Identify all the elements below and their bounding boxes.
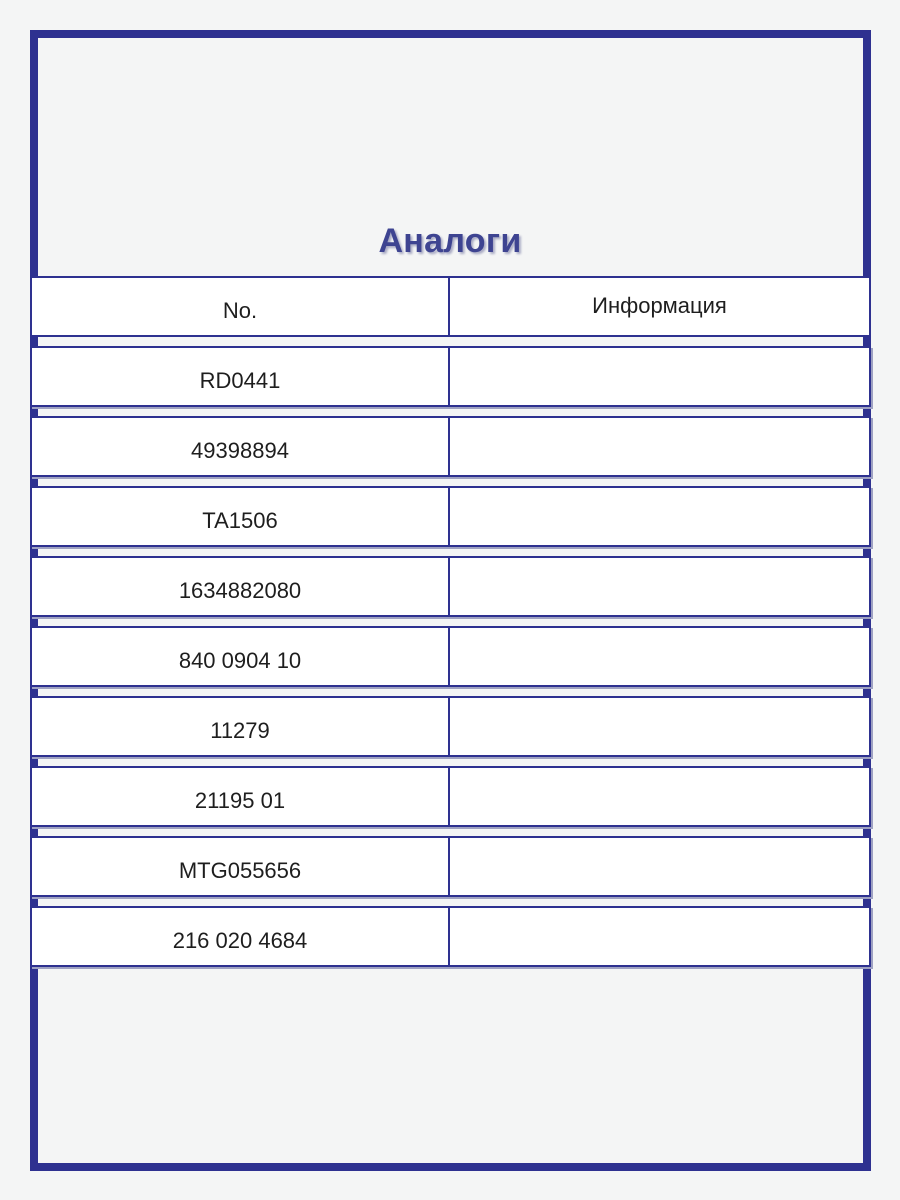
info-cell xyxy=(450,626,871,687)
table-row xyxy=(30,486,871,547)
info-cell xyxy=(450,906,871,967)
part-number-cell: RD0441 xyxy=(30,346,450,407)
table-row xyxy=(30,836,871,897)
info-cell xyxy=(450,486,871,547)
part-number-cell: 216 020 4684 xyxy=(30,906,450,967)
info-cell xyxy=(450,346,871,407)
part-number-cell: TA1506 xyxy=(30,486,450,547)
header-number: No. xyxy=(30,276,450,337)
info-cell xyxy=(450,766,871,827)
table-header-row xyxy=(30,276,871,337)
table-row xyxy=(30,556,871,617)
table-row xyxy=(30,766,871,827)
page-title: Аналоги xyxy=(378,222,522,260)
table-row xyxy=(30,696,871,757)
table-row xyxy=(30,906,871,967)
part-number-cell: 21195 01 xyxy=(30,766,450,827)
part-number-cell: 840 0904 10 xyxy=(30,626,450,687)
table-row xyxy=(30,416,871,477)
header-info: Информация xyxy=(450,276,871,337)
table-row xyxy=(30,626,871,687)
part-number-cell: 1634882080 xyxy=(30,556,450,617)
info-cell xyxy=(450,416,871,477)
part-number-cell: 49398894 xyxy=(30,416,450,477)
part-number-cell: MTG055656 xyxy=(30,836,450,897)
info-cell xyxy=(450,556,871,617)
table-row xyxy=(30,346,871,407)
info-cell xyxy=(450,696,871,757)
part-number-cell: 11279 xyxy=(30,696,450,757)
info-cell xyxy=(450,836,871,897)
